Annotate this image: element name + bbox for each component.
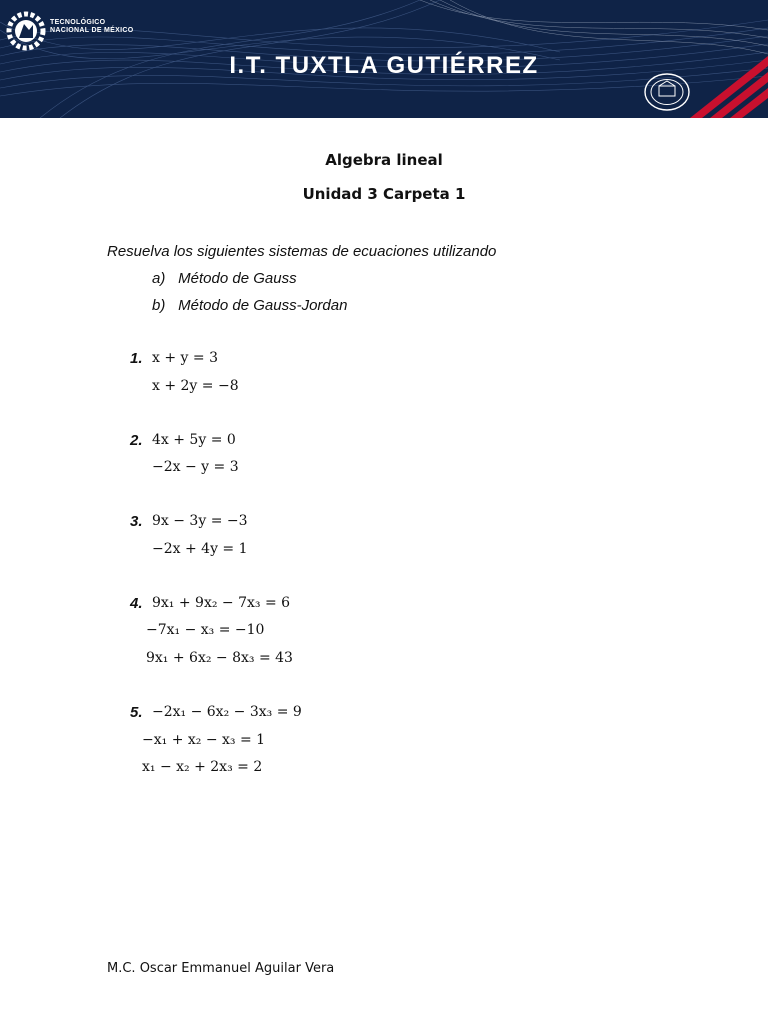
option-b-text: Método de Gauss-Jordan (178, 297, 348, 314)
author-footer: M.C. Oscar Emmanuel Aguilar Vera (107, 961, 335, 976)
problem-1-equation-1: x + y = 3 (152, 350, 218, 366)
option-b (152, 297, 347, 314)
institution-line-1: TECNOLÓGICO (50, 19, 106, 26)
problem-5-equation-2: −x₁ + x₂ − x₃ = 1 (142, 732, 266, 748)
problem-4-equation-1: 9x₁ + 9x₂ − 7x₃ = 6 (152, 595, 291, 611)
problem-5-equation-3: x₁ − x₂ + 2x₃ = 2 (142, 759, 263, 775)
problem-4-equation-3: 9x₁ + 6x₂ − 8x₃ = 43 (146, 650, 293, 666)
document-subtitle: Unidad 3 Carpeta 1 (302, 185, 466, 203)
header-banner (0, 0, 768, 118)
instruction-text: Resuelva los siguientes sistemas de ecuaciones utilizando (107, 243, 497, 260)
red-stripes-decoration (688, 0, 768, 118)
problem-1-equation-2: x + 2y = −8 (152, 378, 239, 394)
tecnm-logo-icon (6, 10, 46, 52)
problem-3-equation-2: −2x + 4y = 1 (152, 541, 248, 557)
problem-3-equation-1: 9x − 3y = −3 (152, 513, 248, 529)
problem-2-equation-1: 4x + 5y = 0 (152, 432, 236, 448)
option-a (152, 270, 297, 287)
problem-5-number: 5. (130, 704, 143, 721)
problem-2-number: 2. (130, 432, 143, 449)
campus-title: I.T. TUXTLA GUTIÉRREZ (229, 52, 539, 79)
problem-2-equation-2: −2x − y = 3 (152, 459, 239, 475)
option-a-letter: a) (152, 270, 166, 287)
problem-5-equation-1: −2x₁ − 6x₂ − 3x₃ = 9 (152, 704, 302, 720)
option-b-letter: b) (152, 297, 166, 314)
option-a-text: Método de Gauss (178, 270, 297, 287)
problem-4-number: 4. (130, 595, 143, 612)
institution-line-2: NACIONAL DE MÉXICO (50, 27, 134, 34)
document-title: Algebra lineal (325, 151, 443, 169)
problem-1-number: 1. (130, 350, 143, 367)
campus-seal-icon (641, 70, 693, 114)
problem-3-number: 3. (130, 513, 143, 530)
problem-4-equation-2: −7x₁ − x₃ = −10 (146, 622, 265, 638)
institution-name (50, 19, 133, 35)
